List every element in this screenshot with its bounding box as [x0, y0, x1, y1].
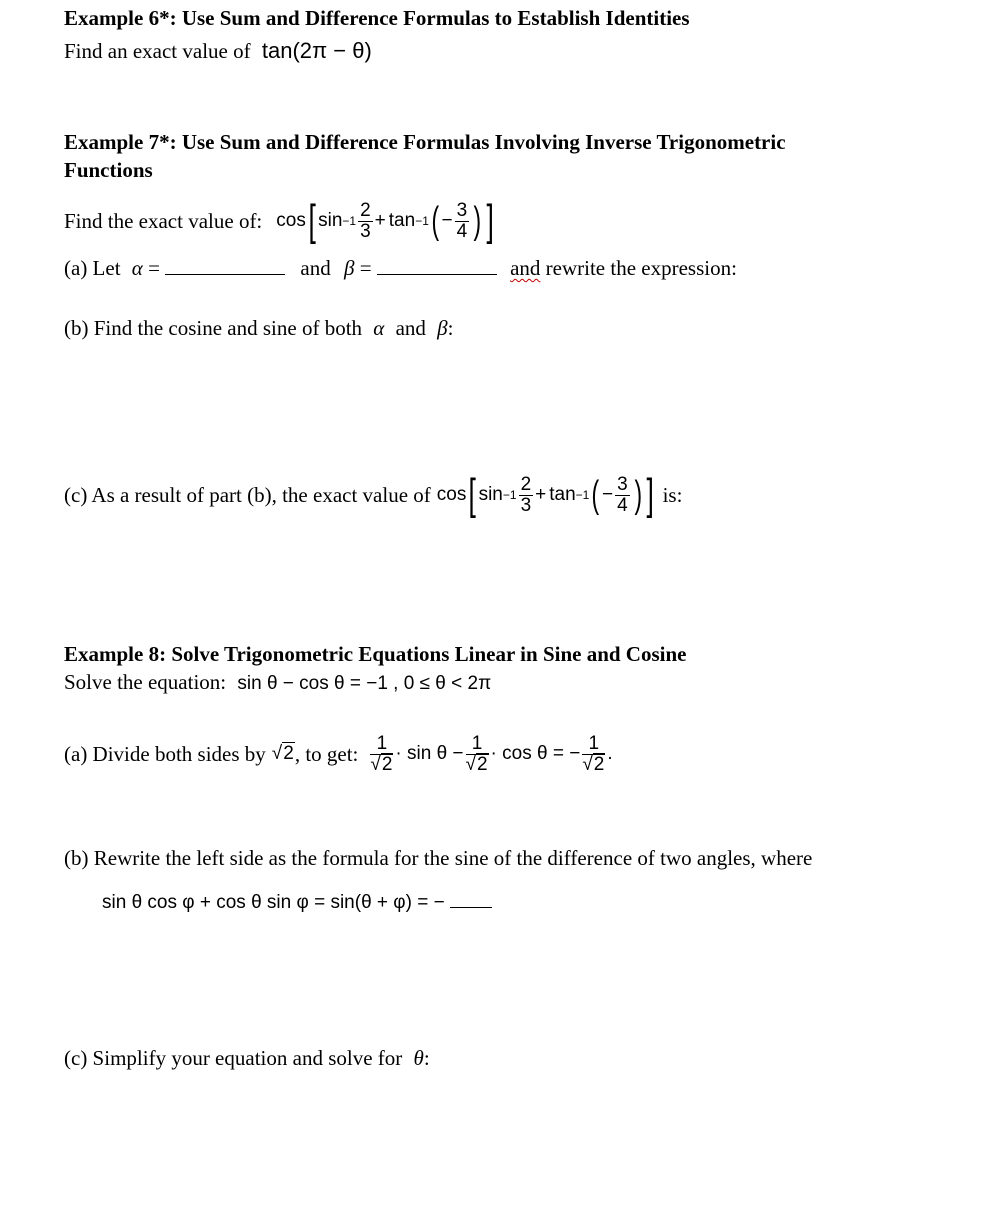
radicand: 2 [381, 753, 393, 775]
period: . [607, 743, 613, 764]
plus-sign: + [535, 484, 547, 505]
cos-label: cos [436, 484, 467, 505]
alpha-symbol: α [131, 256, 143, 280]
part-c-prefix: (c) As a result of part (b), the exact value of [64, 482, 431, 507]
left-bracket: [ [308, 196, 316, 245]
left-paren: ( [591, 474, 600, 516]
example-8-equation: sin θ − cos θ = −1 , 0 ≤ θ < 2π [237, 673, 492, 694]
radicand: 2 [593, 753, 605, 775]
fraction-two-thirds [519, 475, 534, 516]
tan-label: tan [388, 210, 416, 231]
fraction-denominator: √2 [370, 753, 393, 775]
theta-symbol: θ [413, 1046, 424, 1070]
fraction-one-over-root-two [370, 734, 393, 775]
equals-sign: = [148, 256, 160, 280]
part-c-prefix: (c) Simplify your equation and solve for [64, 1046, 403, 1070]
right-paren: ) [634, 474, 642, 516]
colon: : [423, 1046, 430, 1070]
example-6-expression: tan(2π − θ) [261, 38, 372, 63]
cos-label: cos [276, 210, 306, 231]
fraction-denominator: 4 [456, 220, 468, 242]
identity-blank[interactable] [450, 907, 492, 908]
cos-theta-term: · cos θ = − [490, 743, 581, 764]
fraction-numerator: 3 [456, 199, 468, 221]
example-6-prompt-text: Find an exact value of [64, 39, 251, 63]
beta-symbol: β [437, 316, 448, 340]
example-8-prompt: Solve the equation: [64, 670, 227, 694]
example-7-part-c-expression [436, 470, 657, 519]
fraction-numerator: 2 [360, 199, 371, 221]
example-8-part-a-expression [368, 734, 612, 775]
plus-sign: + [374, 210, 386, 231]
tan-label: tan [549, 484, 576, 505]
example-7-heading-line1: Example 7*: Use Sum and Difference Formulas Involving Inverse Trigonometric [64, 130, 786, 154]
example-8-part-c [64, 1046, 430, 1071]
minus-sign: − [441, 210, 453, 231]
right-paren: ) [473, 200, 482, 242]
alpha-blank[interactable] [165, 274, 285, 275]
example-8-heading: Example 8: Solve Trigonometric Equations Linear in Sine and Cosine [64, 642, 687, 666]
right-bracket: ] [486, 196, 494, 245]
tan-inverse-exponent: −1 [415, 214, 429, 228]
minus-sign: − [602, 484, 614, 505]
rewrite-text: rewrite the expression: [545, 256, 737, 280]
fraction-denominator: √2 [582, 753, 605, 775]
and-wavy-text: and [510, 256, 541, 280]
example-7-heading-line2: Functions [64, 158, 153, 182]
radicand: 2 [283, 743, 294, 764]
example-8-identity-row [102, 892, 492, 914]
example-7-prompt-row [64, 192, 496, 250]
fraction-denominator: 3 [520, 494, 532, 516]
radicand: 2 [476, 753, 488, 775]
fraction-three-fourths [455, 201, 470, 242]
example-7-part-c [64, 466, 682, 524]
colon: : [447, 316, 454, 340]
sum-identity: sin θ cos φ + cos θ sin φ = sin(θ + φ) = − [102, 892, 445, 913]
example-6-prompt [64, 38, 372, 64]
sin-inverse-exponent: −1 [502, 488, 517, 502]
fraction-numerator: 2 [520, 473, 532, 495]
beta-symbol: β [344, 256, 355, 280]
beta-blank[interactable] [377, 274, 497, 275]
fraction-numerator: 1 [582, 734, 605, 755]
sin-theta-term: · sin θ − [395, 743, 464, 764]
equals-sign: = [359, 256, 372, 280]
alpha-symbol: α [373, 316, 385, 340]
and-text: and [300, 256, 331, 280]
example-8-part-a [64, 728, 613, 780]
sqrt-two: √2 [271, 743, 294, 764]
right-bracket: ] [646, 470, 655, 519]
example-7-part-a [64, 256, 737, 281]
example-8-prompt-row [64, 670, 491, 695]
example-7-part-b [64, 316, 453, 341]
sin-label: sin [478, 484, 503, 505]
part-a-prefix: (a) Divide both sides by [64, 741, 266, 766]
and-text: and [395, 316, 426, 340]
part-b-text: (b) Find the cosine and sine of both [64, 316, 363, 340]
fraction-three-fourths [615, 475, 630, 516]
fraction-denominator: √2 [465, 753, 488, 775]
fraction-numerator: 3 [617, 473, 628, 495]
part-a-mid: , to get: [294, 741, 359, 766]
example-8-part-b: (b) Rewrite the left side as the formula for the sine of the difference of two angles, where [64, 846, 813, 870]
tan-inverse-exponent: −1 [575, 488, 590, 502]
left-bracket: [ [468, 470, 477, 519]
fraction-one-over-root-two [466, 734, 489, 775]
fraction-denominator: 4 [617, 494, 628, 516]
part-a-prefix: (a) Let [64, 256, 121, 280]
part-c-suffix: is: [662, 482, 683, 507]
fraction-numerator: 1 [466, 734, 489, 755]
example-7-prompt: Find the exact value of: [64, 208, 263, 233]
sin-inverse-exponent: −1 [342, 214, 357, 228]
fraction-denominator: 3 [360, 220, 371, 242]
fraction-numerator: 1 [370, 734, 393, 755]
fraction-two-thirds [358, 201, 373, 242]
sin-label: sin [318, 210, 343, 231]
example-7-expression [276, 196, 496, 245]
fraction-one-over-root-two [582, 734, 605, 775]
example-6-heading: Example 6*: Use Sum and Difference Formulas to Establish Identities [64, 6, 690, 30]
left-paren: ( [431, 200, 439, 242]
